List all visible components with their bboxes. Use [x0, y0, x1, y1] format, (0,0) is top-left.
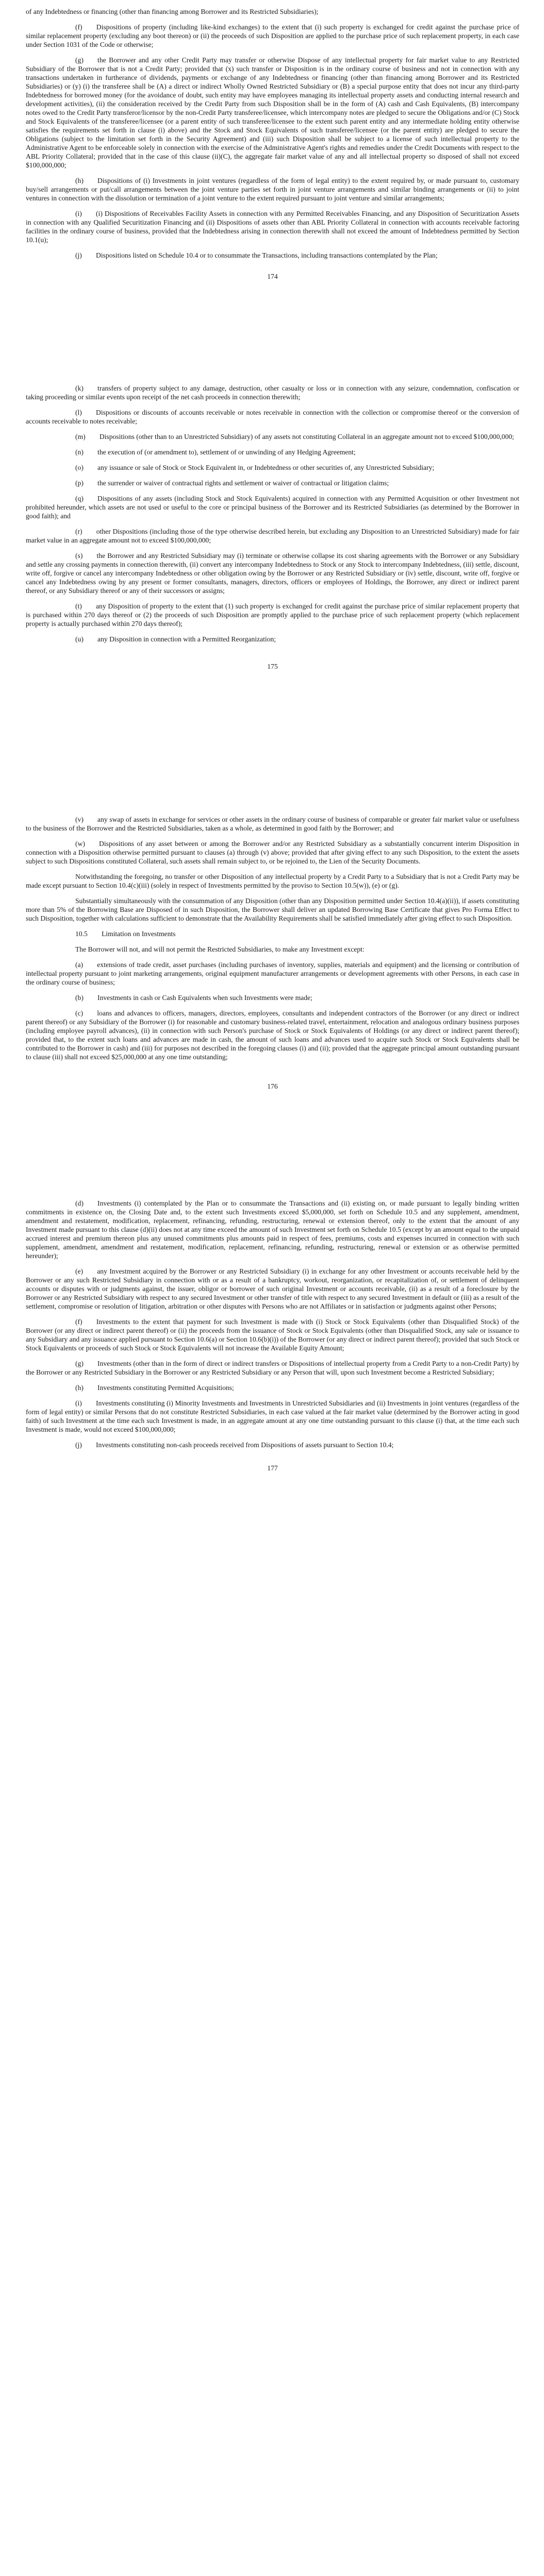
paragraph: (n) the execution of (or amendment to), settlement of or unwinding of any Hedging Agreement; [75, 448, 356, 456]
paragraph: (j) Investments constituting non-cash proceeds received from Dispositions of assets pursuant to Section 10.4; [75, 1441, 394, 1449]
paragraph: (f) Investments to the extent that payment for such Investment is made with (i) Stock or Stock Equivalents (other than Disqualified Stock) of the Borrower (or any direct or indirect parent thereof) or (ii) the proceeds from the issuance of Stock or Stock Equivalents (other than Disqualified Stock, any sale or issuance to any Subsidiary and any issuance applied pursuant to Section 10.6(a) or Section 10.6(b)(i)) of the Borrower (or any direct or indirect parent thereof); provided that such Stock or Stock Equivalents or proceeds of such Stock or Stock Equivalents will not increase the Available Equity Amount; [26, 1318, 519, 1352]
paragraph: (v) any swap of assets in exchange for services or other assets in the ordinary course of business of comparable or greater fair market value or usefulness to the business of the Borrower and the Restricted Subsidiaries, taken as a whole, as determined in good faith by the Borrower; and [26, 816, 519, 832]
page-number: 177 [267, 1464, 278, 1472]
page-number: 174 [267, 273, 278, 280]
page-176 [0, 815, 544, 1091]
paragraph: The Borrower will not, and will not permit the Restricted Subsidiaries, to make any Investment except: [75, 945, 365, 953]
paragraph: (t) any Disposition of property to the extent that (1) such property is exchanged for credit against the purchase price of similar replacement property that is purchased within 270 days thereof or (2) the proceeds of such Disposition are promptly applied to the purchase price of such replacement property (which replacement property is actually purchased within 270 days thereof); [26, 602, 519, 628]
paragraph: (h) Investments constituting Permitted Acquisitions; [75, 1384, 234, 1392]
paragraph: (r) other Dispositions (including those of the type otherwise described herein, but excluding any Disposition to an Unrestricted Subsidiary) made for fair market value in an aggregate amount not to exceed $100,000,000; [26, 528, 519, 544]
paragraph: (e) any Investment acquired by the Borrower or any Restricted Subsidiary (i) in exchange for any other Investment or accounts receivable held by the Borrower or any such Restricted Subsidiary in connection with or as a result of a bankruptcy, workout, reorganization, or recapitalization of, or settlement of delinquent accounts or disputes with or judgments against, the issuer, obligor or borrower of such original Investment or accounts receivable, (ii) as a result of a foreclosure by the Borrower or any Restricted Subsidiary with respect to any secured Investment or other transfer of title with respect to any secured Investment in default or (iii) as a result of the settlement, compromise or resolution of litigation, arbitration or other disputes with Persons who are not Affiliates or in satisfaction or judgments against other Persons; [26, 1267, 519, 1310]
section-heading: 10.5 Limitation on Investments [75, 930, 176, 938]
paragraph: (l) Dispositions or discounts of accounts receivable or notes receivable in connection with the collection or compromise thereof or the conversion of accounts receivable to notes receivable; [26, 409, 519, 425]
page-number: 175 [267, 663, 278, 670]
page-175 [0, 384, 544, 671]
paragraph: of any Indebtedness or financing (other than financing among Borrower and its Restricted Subsidiaries); [26, 8, 319, 15]
paragraph: (i) (i) Dispositions of Receivables Facility Assets in connection with any Permitted Receivables Financing, and any Disposition of Securitization Assets in connection with any Qualified Securitization Financing and (ii) Dispositions of assets other than ABL Priority Collateral in connection with accounts receivable factoring facilities in the ordinary course of business, provided that the Indebtedness arising in connection therewith shall not exceed the amount of Indebtedness permitted by Section 10.1(u); [26, 210, 519, 244]
paragraph: (k) transfers of property subject to any damage, destruction, other casualty or loss or in connection with any seizure, condemnation, confiscation or taking proceeding or similar events upon receipt of the net cash proceeds in connection therewith; [26, 384, 519, 401]
paragraph: Notwithstanding the foregoing, no transfer or other Disposition of any intellectual property by a Credit Party to a Subsidiary that is not a Credit Party may be made except pursuant to Section 10.4(c)(iii) (solely in respect of Investments permitted by the proviso to Section 10.5(w)), (e) or (g). [26, 873, 519, 889]
paragraph: (u) any Disposition in connection with a Permitted Reorganization; [75, 635, 276, 643]
paragraph: (w) Dispositions of any asset between or among the Borrower and/or any Restricted Subsidiary as a substantially concurrent interim Disposition in connection with a Disposition otherwise permitted pursuant to clauses (a) through (v) above; provided that after giving effect to any such Disposition, to the extent the assets subject to such Dispositions constituted Collateral, such assets shall remain subject to, or be rejoined to, the Lien of the Security Documents. [26, 840, 519, 865]
paragraph: (q) Dispositions of any assets (including Stock and Stock Equivalents) acquired in connection with any Permitted Acquisition or other Investment not prohibited hereunder, which assets are not used or useful to the core or principal business of the Borrower and its Restricted Subsidiaries (as determined by the Borrower in good faith); and [26, 495, 519, 520]
paragraph: (i) Investments constituting (i) Minority Investments and Investments in Unrestricted Subsidiaries and (ii) Investments in joint ventures (regardless of the form of legal entity) or similar Persons that do not constitute Restricted Subsidiaries, in each case valued at the fair market value (determined by the Borrower acting in good faith) of such Investment at the time each such Investment is made, in an aggregate amount at any one time outstanding pursuant to this clause (i) that, at the time each such Investment is made, would not exceed $100,000,000; [26, 1399, 519, 1433]
paragraph: (a) extensions of trade credit, asset purchases (including purchases of inventory, supplies, materials and equipment) and the licensing or contribution of intellectual property pursuant to joint marketing arrangements, original equipment manufacturer arrangements or development agreements with other Persons, in each case in the ordinary course of business; [26, 961, 519, 986]
paragraph: (s) the Borrower and any Restricted Subsidiary may (i) terminate or otherwise collapse its cost sharing agreements with the Borrower or any Subsidiary and settle any crossing payments in connection therewith, (ii) convert any intercompany Indebtedness to Stock or any Stock to intercompany Indebtedness, (iii) settle, discount, write off, forgive or cancel any intercompany Indebtedness or other obligation owing by the Borrower or any Restricted Subsidiary or (iv) settle, discount, write off, forgive or cancel any Indebtedness owing by any present or former consultants, managers, directors, officers or employees of Holdings, the Borrower, any direct or indirect parent thereof, or any Subsidiary thereof or any of their successors or assigns; [26, 552, 519, 595]
paragraph: (c) loans and advances to officers, managers, directors, employees, consultants and independent contractors of the Borrower (or any direct or indirect parent thereof) or any Subsidiary of the Borrower (i) for reasonable and customary business-related travel, entertainment, relocation and analogous ordinary business purposes (including employee payroll advances), (ii) in connection with such Person's purchase of Stock or Stock Equivalents of Holdings (or any direct or indirect parent thereof); provided that, to the extent such loans and advances are made in cash, the amount of such loans and advances used to acquire such Stock or Stock Equivalents shall be contributed to the Borrower in cash) and (iii) for purposes not described in the foregoing clauses (i) and (ii); provided that the aggregate principal amount outstanding pursuant to clause (iii) shall not exceed $25,000,000 at any one time outstanding; [26, 1009, 519, 1061]
paragraph: Substantially simultaneously with the consummation of any Disposition (other than any Disposition permitted under Section 10.4(a)(ii)), if assets constituting more than 5% of the Borrowing Base are Disposed of in such Disposition, the Borrower shall deliver an updated Borrowing Base Certificate that gives Pro Forma Effect to such Disposition, together with calculations sufficient to demonstrate that the Availability Requirements shall be satisfied immediately after giving effect to such Disposition. [26, 897, 519, 922]
paragraph: (h) Dispositions of (i) Investments in joint ventures (regardless of the form of legal entity) to the extent required by, or made pursuant to, customary buy/sell arrangements or put/call arrangements between the joint venture parties set forth in joint venture arrangements and similar binding arrangements or (ii) to joint ventures in connection with the dissolution or termination of a joint venture to the extent required pursuant to joint venture and similar arrangements; [26, 177, 519, 202]
paragraph: (j) Dispositions listed on Schedule 10.4 or to consummate the Transactions, including transactions contemplated by the Plan; [75, 251, 438, 259]
page-177 [0, 1199, 544, 1472]
page-number: 176 [267, 1082, 278, 1090]
page-174 [0, 0, 544, 281]
paragraph: (f) Dispositions of property (including like-kind exchanges) to the extent that (i) such property is exchanged for credit against the purchase price of similar replacement property (excluding any boot thereon) or (ii) the proceeds of such Disposition are applied to the purchase price of such replacement property, in each case under Section 1031 of the Code or otherwise; [26, 23, 519, 48]
paragraph: (p) the surrender or waiver of contractual rights and settlement or waiver of contractual or litigation claims; [75, 479, 389, 487]
paragraph: (g) Investments (other than in the form of direct or indirect transfers or Dispositions of intellectual property from a Credit Party to a non-Credit Party) by the Borrower or any Restricted Subsidiary in the Borrower or any Restricted Subsidiary or any Person that will, upon such Investment become a Restricted Subsidiary; [26, 1360, 519, 1376]
paragraph: (b) Investments in cash or Cash Equivalents when such Investments were made; [75, 994, 312, 1002]
paragraph: (d) Investments (i) contemplated by the Plan or to consummate the Transactions and (ii) existing on, or made pursuant to legally binding written commitments in existence on, the Closing Date and, to the extent such Investments exceed $5,000,000, set forth on Schedule 10.5 and any supplement, amendment, amendment and restatement, modification, replacement, refinancing, refunding, restructuring, renewal or extension thereof, only to the extent that the amount of any Investment made pursuant to this clause (d)(ii) does not at any time exceed the amount of such Investment set forth on Schedule 10.5 (except by an amount equal to the unpaid accrued interest and premium thereon plus any unused commitments plus amounts paid in respect of fees, premiums, costs and expenses incurred in connection with such supplement, amendment, amendment and restatement, modification, replacement, refinancing, refunding, restructuring, renewal or extension or as otherwise permitted hereunder); [26, 1199, 519, 1260]
paragraph: (o) any issuance or sale of Stock or Stock Equivalent in, or Indebtedness or other securities of, any Unrestricted Subsidiary; [75, 464, 435, 471]
paragraph: (g) the Borrower and any other Credit Party may transfer or otherwise Dispose of any intellectual property for fair market value to any Restricted Subsidiary of the Borrower that is not a Credit Party; provided that (x) such transfer or Disposition is in the ordinary course of business and not in connection with any transactions undertaken in furtherance of dividends, payments or exchange of any Indebtedness or financing (other than financing among Borrower and its Restricted Subsidiaries) or (y) (i) the transferee shall be (A) a direct or indirect Wholly Owned Restricted Subsidiary or (B) a special purpose entity that does not incur any third-party Indebtedness for borrowed money (for the avoidance of doubt, such entity may have employees managing its intellectual property assets and conducting internal research and development activities), (ii) the consideration received by the Credit Party from such Disposition shall be in the form of (A) cash and Cash Equivalents, (B) intercompany notes owed to the Credit Party transferor/licensor by the non-Credit Party transferee/licensee, which intercompany notes are pledged to secure the Obligations and/or (C) Stock and Stock Equivalents of the transferee/licensee (or a parent entity of such transferee/licensee to the extent such parent entity and any intermediate holding entity otherwise satisfies the requirements set forth in clause (i) above) and the Stock and Stock Equivalents of such transferee/licensee (or the parent entity) are pledged to secure the Obligations (subject to the limitation set forth in the Security Agreement) and (iii) such Disposition shall be subject to a license of such intellectual property to the Administrative Agent to be enforceable solely in connection with the exercise of the Administrative Agent's rights and remedies under the Credit Documents with respect to the ABL Priority Collateral; provided that in the case of this clause (ii)(C), the aggregate fair market value of any and all intellectual property so disposed of shall not exceed $100,000,000; [26, 56, 519, 169]
paragraph: (m) Dispositions (other than to an Unrestricted Subsidiary) of any assets not constituting Collateral in an aggregate amount not to exceed $100,000,000; [75, 433, 514, 440]
